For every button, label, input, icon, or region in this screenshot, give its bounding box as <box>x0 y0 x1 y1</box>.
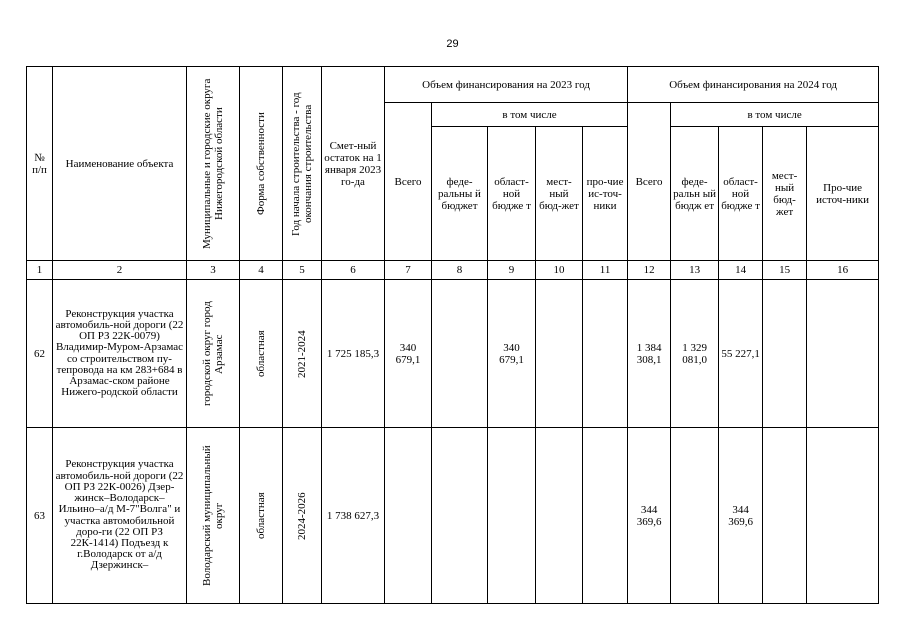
header-other-2023: про-чие ис-точ-ники <box>583 127 628 261</box>
row-regional-2023: 340 679,1 <box>488 280 536 428</box>
column-number: 7 <box>385 261 432 280</box>
column-number: 1 <box>27 261 53 280</box>
row-years <box>283 428 322 604</box>
row-total-2023 <box>385 428 432 604</box>
row-federal-2023 <box>432 428 488 604</box>
row-years-text: 2021-2024 <box>296 329 308 378</box>
column-number: 8 <box>432 261 488 280</box>
row-regional-2023 <box>488 428 536 604</box>
column-number-row <box>27 261 879 280</box>
column-number: 11 <box>583 261 628 280</box>
column-number: 15 <box>763 261 807 280</box>
header-local-2023: мест-ный бюд-жет <box>536 127 583 261</box>
header-ownership <box>240 67 283 261</box>
row-total-2024: 344 369,6 <box>628 428 671 604</box>
column-number: 5 <box>283 261 322 280</box>
column-number: 12 <box>628 261 671 280</box>
table-row <box>27 280 879 428</box>
row-regional-2024: 344 369,6 <box>719 428 763 604</box>
header-years-text: Год начала строительства - год окончания строительства <box>290 91 314 236</box>
column-number: 2 <box>53 261 187 280</box>
row-municipality-text: городской округ город Арзамас <box>201 301 225 406</box>
header-total-2023: Всего <box>385 103 432 261</box>
header-remainder: Смет-ный остаток на 1 января 2023 го-да <box>322 67 385 261</box>
row-ownership <box>240 280 283 428</box>
row-years-text: 2024-2026 <box>296 491 308 540</box>
row-federal-2023 <box>432 280 488 428</box>
row-remainder: 1 725 185,3 <box>322 280 385 428</box>
header-municipality <box>187 67 240 261</box>
row-local-2023 <box>536 280 583 428</box>
row-federal-2024: 1 329 081,0 <box>671 280 719 428</box>
column-number: 10 <box>536 261 583 280</box>
row-local-2024 <box>763 280 807 428</box>
row-other-2024 <box>807 280 879 428</box>
column-number: 4 <box>240 261 283 280</box>
row-num: 62 <box>27 280 53 428</box>
row-regional-2024: 55 227,1 <box>719 280 763 428</box>
column-number: 3 <box>187 261 240 280</box>
header-local-2024: мест-ный бюд-жет <box>763 127 807 261</box>
header-other-2024: Про-чие источ-ники <box>807 127 879 261</box>
header-municipality-text: Муниципальные и городские округа Нижегородской области <box>201 78 225 249</box>
row-local-2023 <box>536 428 583 604</box>
header-federal-2023: феде-ральны й бюджет <box>432 127 488 261</box>
header-regional-2023: област-ной бюдже т <box>488 127 536 261</box>
column-number: 9 <box>488 261 536 280</box>
row-local-2024 <box>763 428 807 604</box>
header-federal-2024: феде-ральн ый бюдж ет <box>671 127 719 261</box>
object-name: Реконструкция участка автомобиль-ной дороги (22 ОП РЗ 22К-0079) Владимир-Муром-Арзамас со строительством пу-тепровода на км 283+684 в Арзамас-ском районе Нижего-родской области <box>53 280 187 428</box>
row-num: 63 <box>27 428 53 604</box>
header-regional-2024: област-ной бюдже т <box>719 127 763 261</box>
row-ownership-text: областная <box>255 492 267 539</box>
row-remainder: 1 738 627,3 <box>322 428 385 604</box>
row-municipality-text: Володарский муниципальный округ <box>201 445 225 586</box>
financing-table <box>26 66 879 604</box>
header-incl-2023: в том числе <box>432 103 628 127</box>
row-years <box>283 280 322 428</box>
object-name: Реконструкция участка автомобиль-ной дороги (22 ОП РЗ 22К-0026) Дзер-жинск–Володарск–Ильино–а/д М-7"Волга" и участка автомобильной доро-ги (22 ОП РЗ 22К-1414) Подъезд к г.Володарск от а/д Дзержинск– <box>53 428 187 604</box>
page-number: 29 <box>446 38 459 50</box>
row-total-2024: 1 384 308,1 <box>628 280 671 428</box>
row-total-2023: 340 679,1 <box>385 280 432 428</box>
column-number: 6 <box>322 261 385 280</box>
row-municipality <box>187 280 240 428</box>
header-fin-2023: Объем финансирования на 2023 год <box>385 67 628 103</box>
column-number: 14 <box>719 261 763 280</box>
header-total-2024: Всего <box>628 103 671 261</box>
header-incl-2024: в том числе <box>671 103 879 127</box>
header-years <box>283 67 322 261</box>
row-other-2023 <box>583 280 628 428</box>
column-number: 16 <box>807 261 879 280</box>
row-municipality <box>187 428 240 604</box>
header-fin-2024: Объем финансирования на 2024 год <box>628 67 879 103</box>
column-number: 13 <box>671 261 719 280</box>
row-other-2023 <box>583 428 628 604</box>
table-row <box>27 428 879 604</box>
row-federal-2024 <box>671 428 719 604</box>
row-ownership-text: областная <box>255 330 267 377</box>
row-other-2024 <box>807 428 879 604</box>
header-ownership-text: Форма собственности <box>255 112 267 215</box>
header-num: № п/п <box>27 67 53 261</box>
header-name: Наименование объекта <box>53 67 187 261</box>
row-ownership <box>240 428 283 604</box>
